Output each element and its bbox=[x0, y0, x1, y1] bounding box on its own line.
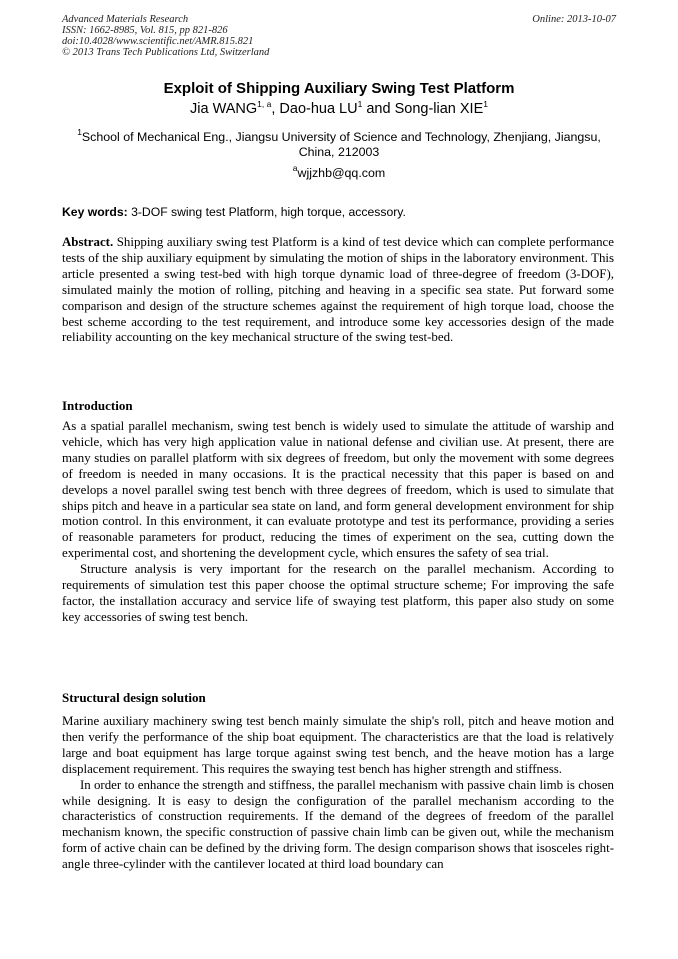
email-address: wjjzhb@qq.com bbox=[297, 166, 386, 180]
abstract bbox=[62, 235, 614, 346]
paragraph: Marine auxiliary machinery swing test bench mainly simulate the ship's roll, pitch and heave motion and then verify the performance of the ship boat equipment. The characteristics are that the load is relatively large and boat equipment has large torque against swing test bench, and the heave motion has a large displacement requirement. This requires the swaying test bench has higher strength and stiffness. bbox=[62, 714, 614, 776]
keywords-label: Key words: bbox=[62, 205, 128, 219]
journal-name: Advanced Materials Research bbox=[62, 14, 189, 25]
keywords bbox=[62, 205, 616, 219]
journal-header bbox=[62, 14, 616, 58]
journal-issn: ISSN: 1662-8985, Vol. 815, pp 821-826 bbox=[62, 25, 228, 36]
abstract-text: Shipping auxiliary swing test Platform is a kind of test device which can complete performance tests of the ship auxiliary equipment by simulating the motion of ships in the laboratory environment. This article presented a swing test-bed with high torque dynamic load of three-degree of freedom (3-DOF), simulated mainly the motion of rolling, pitching and heaving in a specific sea state. Put forward some comparison and design of the structure schemes against the requirement of high torque load, choose the best scheme according to the test requirement, and introduce some key accessories design of the made reliability accounting on the key mechanical structure of the swing test-bed. bbox=[62, 235, 614, 345]
online-date: Online: 2013-10-07 bbox=[532, 14, 616, 25]
structural-design-heading: Structural design solution bbox=[62, 690, 206, 705]
affiliation bbox=[70, 127, 608, 160]
journal-copyright: © 2013 Trans Tech Publications Ltd, Switzerland bbox=[62, 47, 270, 58]
author-name: Song-lian XIE bbox=[394, 101, 484, 117]
author-affiliation-mark: 1 bbox=[483, 99, 488, 109]
affiliation-text: School of Mechanical Eng., Jiangsu University of Science and Technology, Zhenjiang, Jiangsu, China, 212003 bbox=[81, 130, 601, 159]
abstract-label: Abstract. bbox=[62, 235, 114, 249]
paper-title: Exploit of Shipping Auxiliary Swing Test Platform bbox=[163, 80, 515, 97]
introduction-heading: Introduction bbox=[62, 398, 133, 413]
journal-doi: doi:10.4028/www.scientific.net/AMR.815.821 bbox=[62, 36, 254, 47]
paragraph: In order to enhance the strength and stiffness, the parallel mechanism with passive chain limb is chosen while designing. It is easy to design the configuration of the parallel mechanism according to the characteristics of construction requirements. If the demand of the degrees of freedom of the parallel mechanism known, the specific construction of passive chain limb can be given out, while the mechanism form of active chain can be defined by the driving form. The design comparison shows that isosceles right-angle three-cylinder with the cantilever located at third load boundary can bbox=[62, 777, 614, 872]
author-affiliation-mark: 1 bbox=[357, 99, 363, 109]
author-name: Dao-hua LU bbox=[279, 101, 358, 117]
keywords-text: 3-DOF swing test Platform, high torque, accessory. bbox=[127, 205, 406, 219]
author-name: Jia WANG bbox=[190, 101, 258, 117]
email-mark: a bbox=[292, 163, 298, 173]
author-affiliation-mark: 1, a bbox=[257, 99, 272, 109]
author-list bbox=[0, 101, 678, 117]
affiliation-mark: 1 bbox=[77, 127, 82, 137]
introduction-section bbox=[62, 419, 614, 626]
paragraph: Structure analysis is very important for the research on the parallel mechanism. According to requirements of simulation test this paper choose the optimal structure scheme; For improving the safe factor, the installation accuracy and service life of swaying test platform, this paper also study on some key accessories of swing test bench. bbox=[62, 562, 614, 624]
structural-design-section bbox=[62, 714, 614, 873]
author-separator: , bbox=[271, 101, 280, 117]
paragraph: As a spatial parallel mechanism, swing test bench is widely used to simulate the attitude of warship and vehicle, which has very high application value in national defense and civilian use. At present, there are many studies on parallel platform with six degrees of freedom, but only the movement with some degrees of freedom is needed in many occasions. It is the practical necessity that this paper is based on and develops a novel parallel swing test bench with three degrees of freedom, which is used to simulate that ships pitch and heave in a particular sea state on land, and form general development environment for ship motion control. In this environment, it can evaluate prototype and test its performance, providing a series of reasonable parameters for product, reducing the times of experiment on the sea, cutting down the experimental cost, and shortening the development cycle, which ensures the safety of sea trial. bbox=[62, 419, 614, 561]
author-email bbox=[0, 163, 678, 180]
author-separator: and bbox=[362, 101, 395, 117]
